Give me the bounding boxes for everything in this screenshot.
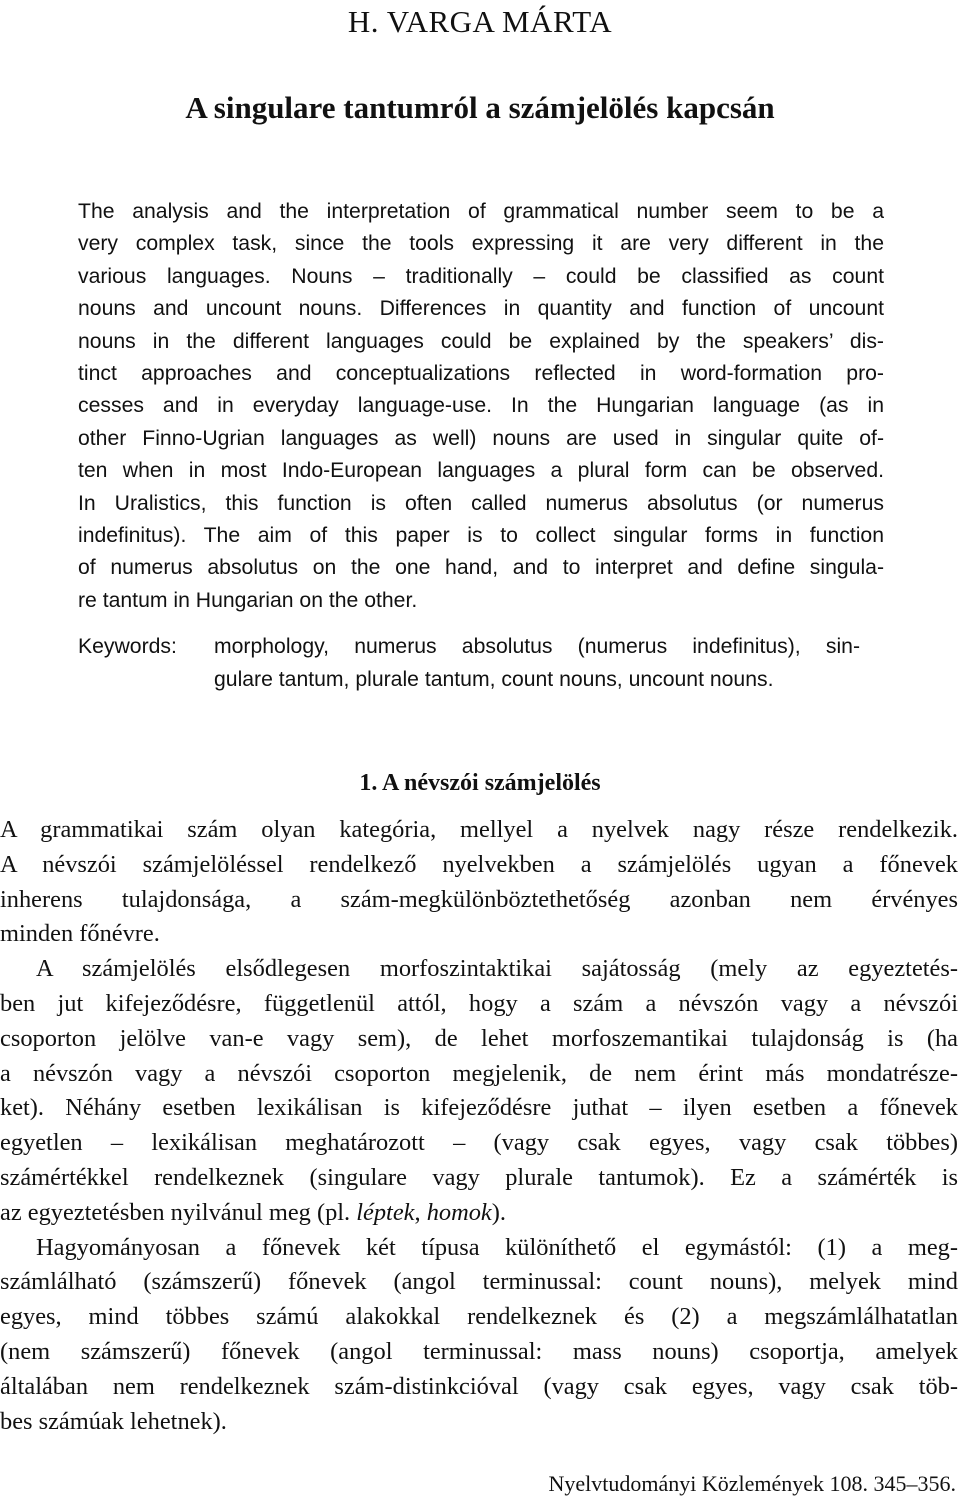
body-text-run: ). (491, 1198, 506, 1226)
body-line: ben jut kifejeződésre, függetlenül attól, hogy a szám a névszón vagy a névszói (0, 989, 958, 1017)
body-text-run: , (414, 1198, 427, 1226)
body-line: (nem számszerű) főnevek (angol terminussal: mass nouns) csoportja, amelyek (0, 1337, 958, 1365)
abstract-line: of numerus absolutus on the one hand, and to interpret and define singula- (78, 556, 884, 580)
body-line: minden főnévre. (0, 920, 160, 948)
paper-title: A singulare tantumról a számjelölés kapcsán (185, 90, 775, 125)
body-line: számlálható (számszerű) főnevek (angol terminussal: count nouns), melyek mind (0, 1268, 958, 1296)
keywords-line: gulare tantum, plurale tantum, count nouns, uncount nouns. (214, 668, 774, 691)
body-text-run: az egyeztetésben nyilvánul meg (pl. (0, 1198, 357, 1226)
abstract-line: various languages. Nouns – traditionally – could be classified as count (78, 264, 884, 288)
abstract-line: other Finno-Ugrian languages as well) nouns are used in singular quite of- (78, 426, 884, 450)
abstract-line: cesses and in everyday language-use. In the Hungarian language (as in (78, 394, 884, 418)
body-line: a névszón vagy a névszói csoporton megjelenik, de nem érint más mondatrésze- (0, 1059, 958, 1087)
abstract-line: tinct approaches and conceptualizations reflected in word-formation pro- (78, 361, 884, 385)
keywords-label: Keywords: (78, 635, 177, 658)
abstract-line: The analysis and the interpretation of grammatical number seem to be a (78, 200, 884, 223)
abstract (78, 196, 884, 617)
body-line: ket). Néhány esetben lexikálisan is kifejeződésre juthat – ilyen esetben a főnevek (0, 1094, 958, 1122)
body-text (0, 813, 958, 1439)
body-line: egyes, mind többes számú alakokkal rendelkeznek és (2) a megszámlálhatatlan (0, 1303, 958, 1331)
abstract-line: re tantum in Hungarian on the other. (78, 588, 418, 612)
body-line: számértékkel rendelkeznek (singulare vagy plurale tantumok). Ez a számérték is (0, 1163, 958, 1191)
body-line (0, 1196, 958, 1231)
body-line: egyetlen – lexikálisan meghatározott – (vagy csak egyes, vagy csak többes) (0, 1129, 958, 1157)
abstract-line: indefinitus). The aim of this paper is to collect singular forms in function (78, 523, 884, 547)
body-line: bes számúak lehetnek). (0, 1407, 227, 1435)
section-heading: 1. A névszói számjelölés (359, 770, 601, 796)
body-line: általában nem rendelkeznek szám-distinkcióval (vagy csak egyes, vagy csak töb- (0, 1372, 958, 1400)
abstract-line: In Uralistics, this function is often called numerus absolutus (or numerus (78, 491, 884, 515)
body-line: inherens tulajdonsága, a szám-megkülönböztethetőség azonban nem érvényes (0, 885, 958, 913)
keywords-list (214, 630, 860, 696)
journal-citation: Nyelvtudományi Közlemények 108. 345–356. (548, 1471, 956, 1496)
abstract-line: nouns in the different languages could be explained by the speakers’ dis- (78, 329, 884, 353)
example-word: léptek (356, 1198, 415, 1226)
abstract-line: nouns and uncount nouns. Differences in quantity and function of uncount (78, 297, 884, 321)
body-line: csoporton jelölve van-e vagy sem), de lehet morfoszemantikai tulajdonság is (ha (0, 1024, 958, 1052)
body-line: A grammatikai szám olyan kategória, mellyel a nyelvek nagy része rendelkezik. (0, 816, 958, 843)
body-line: A névszói számjelöléssel rendelkező nyelvekben a számjelölés ugyan a főnevek (0, 850, 958, 878)
keywords-line: morphology, numerus absolutus (numerus indefinitus), sin- (214, 635, 860, 658)
author-name: H. VARGA MÁRTA (347, 4, 613, 39)
abstract-line: very complex task, since the tools expressing it are very different in the (78, 232, 884, 256)
body-line: A számjelölés elsődlegesen morfoszintaktikai sajátosság (mely az egyeztetés- (36, 955, 958, 983)
example-word: homok (426, 1198, 492, 1226)
body-line: Hagyományosan a főnevek két típusa különíthető el egymástól: (1) a meg- (36, 1233, 958, 1261)
abstract-line: ten when in most Indo-European languages a plural form can be observed. (78, 459, 884, 483)
